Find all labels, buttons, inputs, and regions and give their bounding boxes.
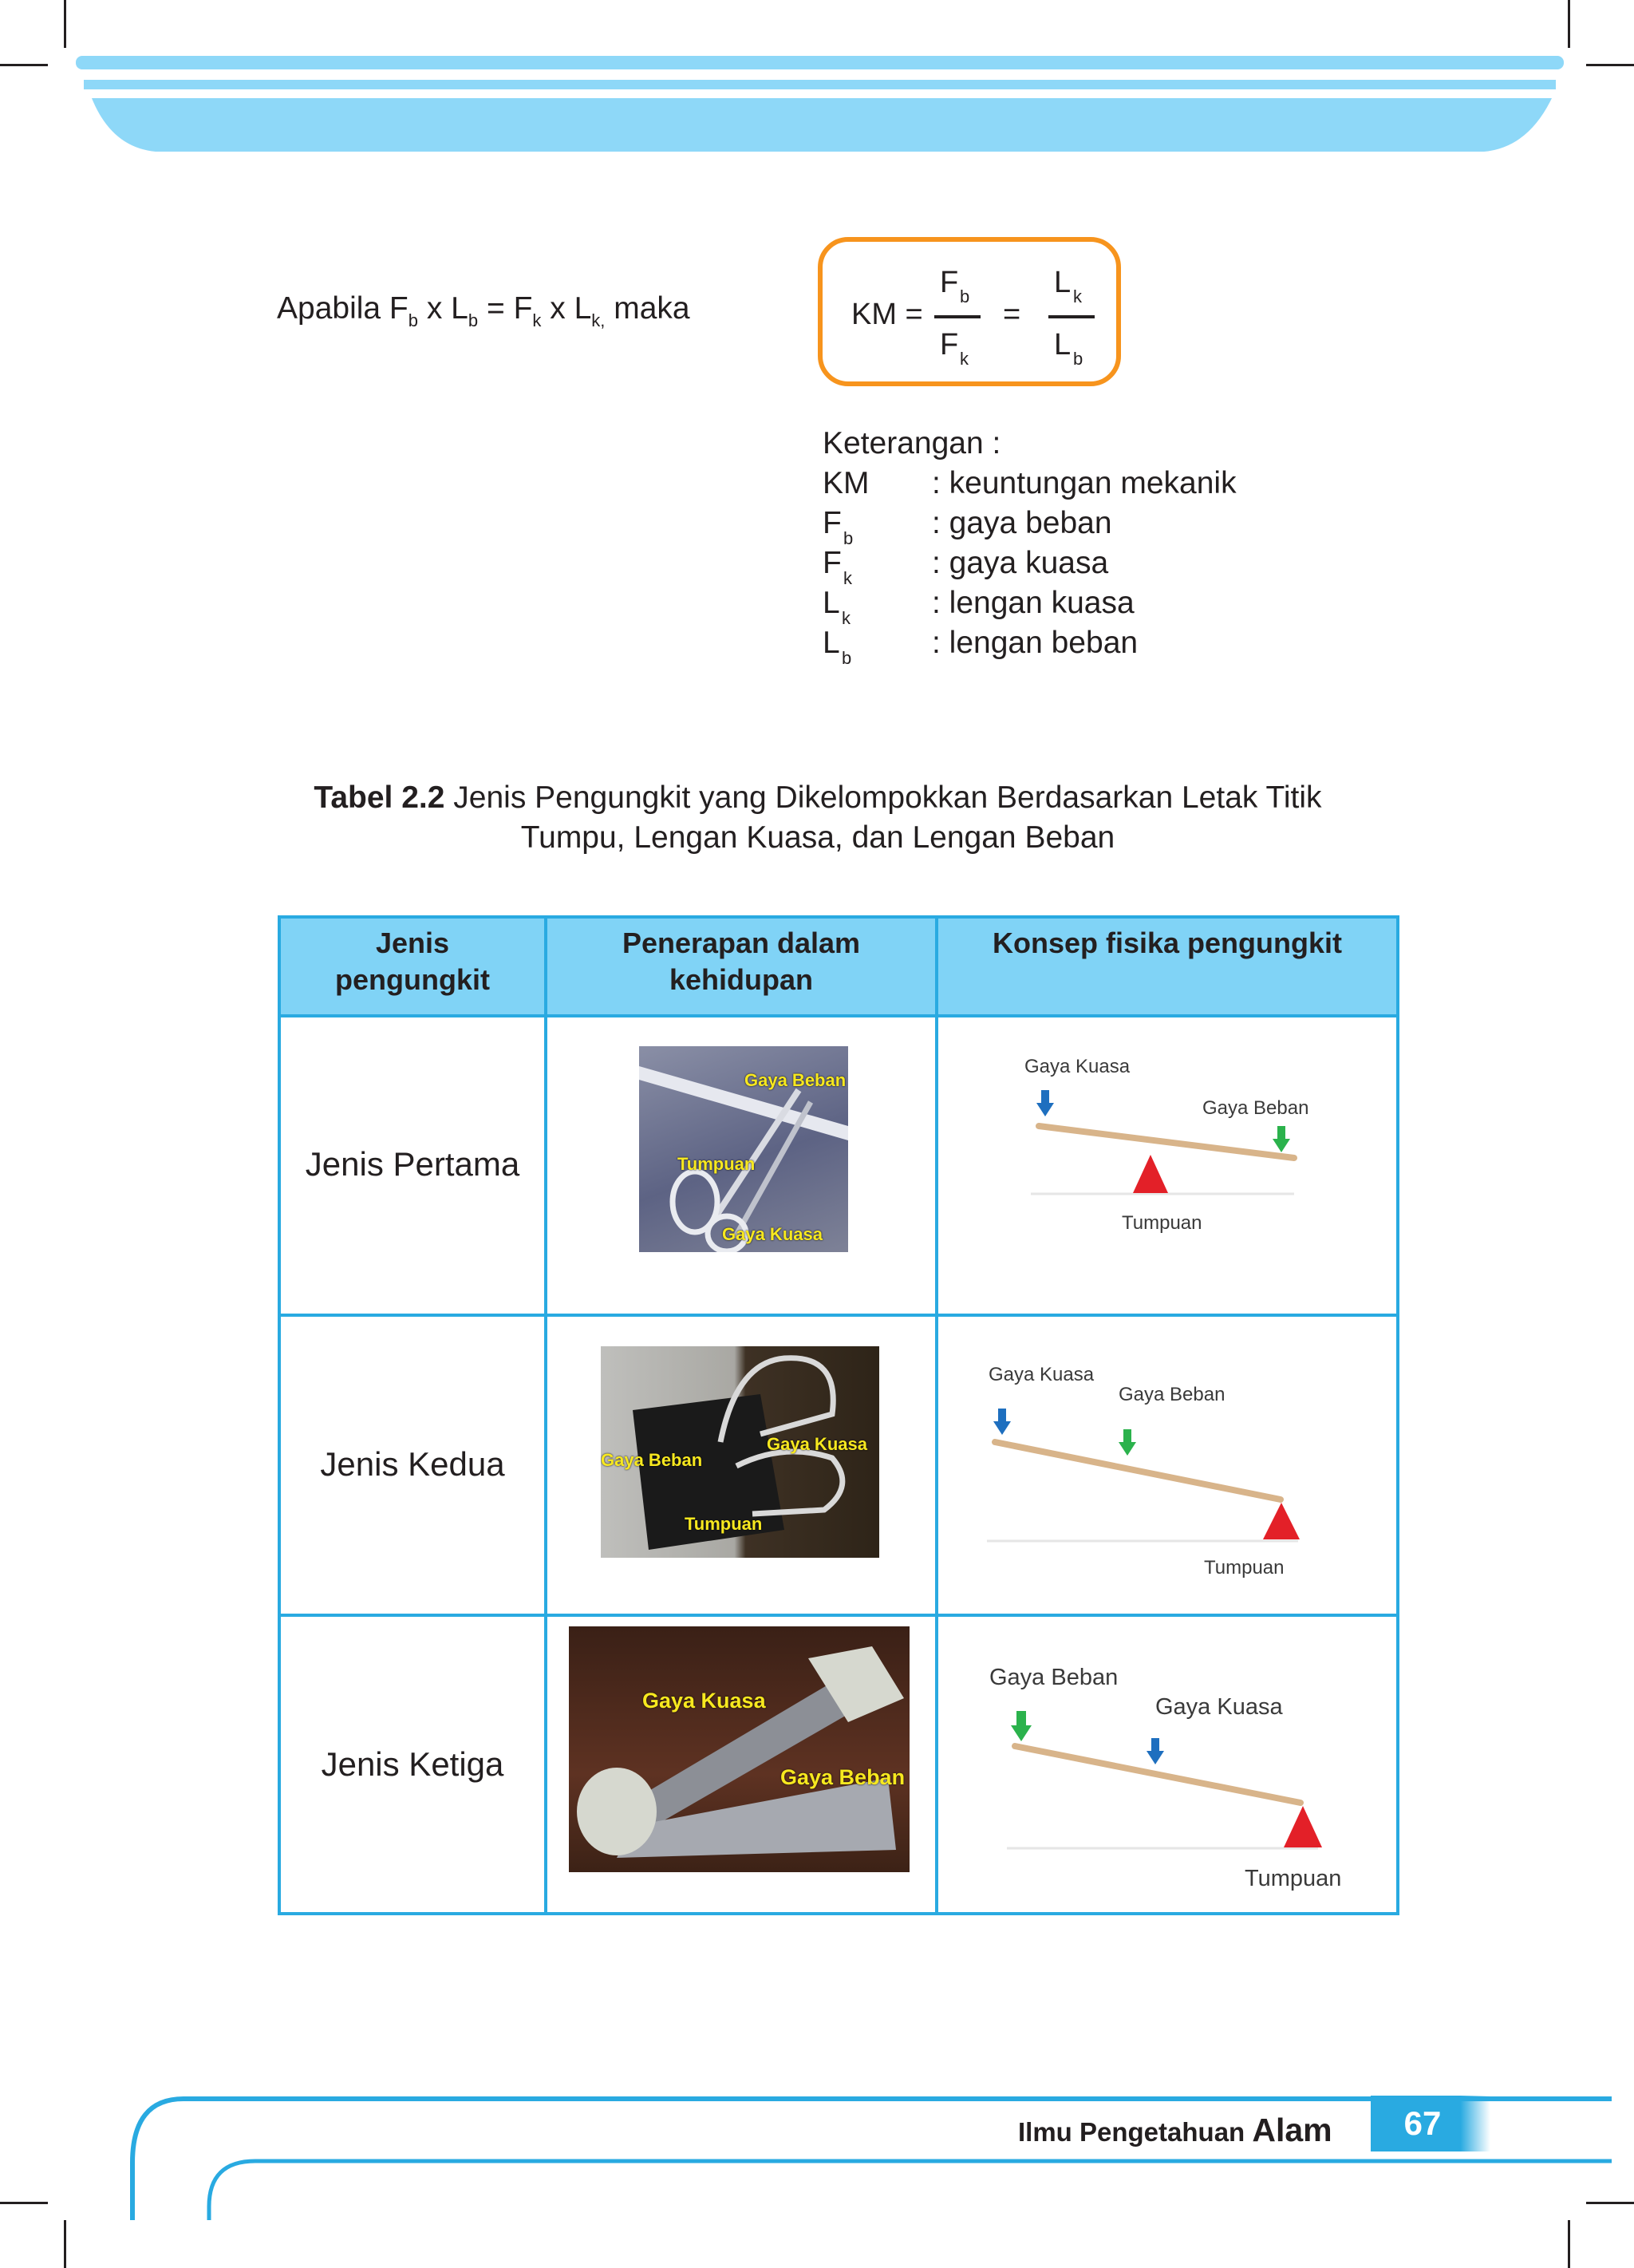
column-divider (935, 919, 938, 1912)
legend-symbol-sub: b (842, 648, 852, 668)
diagram-label: Gaya Kuasa (1024, 1056, 1131, 1077)
photo-label: Gaya Beban (601, 1450, 703, 1470)
diagram-label: Tumpuan (1245, 1866, 1342, 1891)
diagram-label: Gaya Kuasa (1155, 1694, 1283, 1720)
photo-label: Gaya Kuasa (767, 1434, 867, 1454)
green-arrow-icon (1119, 1429, 1136, 1456)
mechanical-advantage-formula-box (818, 237, 1121, 386)
diagram-label: Tumpuan (1204, 1557, 1285, 1579)
green-arrow-icon (1273, 1126, 1290, 1152)
header-jenis: Jenis pengungkit (335, 927, 490, 996)
legend-symbol: L (823, 586, 840, 620)
denominator-f-sub: k (960, 349, 969, 369)
legend-symbol: F (823, 546, 842, 580)
row-label: Jenis Kedua (320, 1445, 505, 1483)
row-divider (281, 1614, 1396, 1617)
lever-diagram-second-class (987, 1357, 1346, 1589)
denominator-l: L (1054, 328, 1072, 362)
legend-desc: : lengan beban (932, 626, 1139, 660)
row-divider (281, 1014, 1396, 1017)
row-label: Jenis Ketiga (321, 1745, 504, 1783)
denominator-f: F (940, 328, 959, 362)
blue-arrow-icon (1147, 1738, 1164, 1764)
diagram-label: Gaya Kuasa (989, 1364, 1095, 1385)
diagram-label: Gaya Beban (1202, 1097, 1309, 1119)
book-title: Ilmu Pengetahuan Alam (1018, 2112, 1332, 2148)
scissors-photo (639, 1046, 848, 1252)
photo-label: Gaya Kuasa (722, 1224, 823, 1244)
header-konsep: Konsep fisika pengungkit (992, 927, 1343, 959)
binder-clip-photo (601, 1346, 879, 1558)
photo-label: Gaya Beban (744, 1070, 847, 1090)
equals-sign: = (1003, 298, 1021, 331)
photo-label: Tumpuan (685, 1514, 763, 1534)
stapler-photo (569, 1626, 910, 1872)
row-divider (281, 1314, 1396, 1317)
fraction-line (1048, 315, 1095, 318)
numerator-l-sub: k (1073, 286, 1082, 306)
photo-label: Gaya Beban (780, 1765, 906, 1789)
legend-desc: : gaya kuasa (932, 546, 1109, 580)
numerator-f: F (940, 266, 959, 299)
legend-title: Keterangan : (823, 426, 1001, 460)
legend-symbol: L (823, 626, 840, 660)
photo-label: Gaya Kuasa (642, 1689, 766, 1713)
header-band (0, 0, 1634, 160)
lever-diagram-first-class (1024, 1054, 1334, 1262)
legend-symbol-sub: k (843, 568, 852, 588)
diagram-label: Gaya Beban (989, 1665, 1119, 1690)
legend-symbol: KM (823, 466, 870, 500)
km-label: KM = (851, 298, 923, 331)
legend-desc: : lengan kuasa (932, 586, 1135, 620)
legend-symbol-sub: k (842, 608, 851, 628)
formula-statement: Apabila $F_b$ x $L_b = F_k$ x $L_{k,}$ maka (277, 291, 690, 330)
fraction-line (934, 315, 981, 318)
table-caption: Tabel 2.2 Jenis Pengungkit yang Dikelompokkan Berdasarkan Letak Titik Tumpu, Lengan Kuasa, dan Lengan Beban (314, 780, 1322, 855)
lever-types-table (278, 915, 1399, 1915)
header-penerapan: Penerapan dalam kehidupan (622, 927, 861, 996)
lever-diagram-third-class (983, 1641, 1382, 1896)
diagram-label: Gaya Beban (1119, 1384, 1226, 1405)
stapler-icon (569, 1626, 910, 1872)
denominator-l-sub: b (1073, 349, 1083, 369)
legend-desc: : gaya beban (932, 506, 1112, 540)
diagram-label: Tumpuan (1122, 1212, 1202, 1234)
green-arrow-icon (1011, 1711, 1032, 1741)
row-label: Jenis Pertama (305, 1145, 520, 1183)
blue-arrow-icon (1036, 1090, 1054, 1116)
numerator-l: L (1054, 266, 1072, 299)
column-divider (544, 919, 547, 1912)
photo-label: Tumpuan (677, 1154, 756, 1174)
numerator-f-sub: b (960, 286, 970, 306)
legend-symbol-sub: b (843, 528, 854, 548)
page-number: 67 (1403, 2104, 1442, 2142)
legend-desc: : keuntungan mekanik (932, 466, 1237, 500)
legend-symbol: F (823, 506, 842, 540)
blue-arrow-icon (993, 1409, 1011, 1435)
